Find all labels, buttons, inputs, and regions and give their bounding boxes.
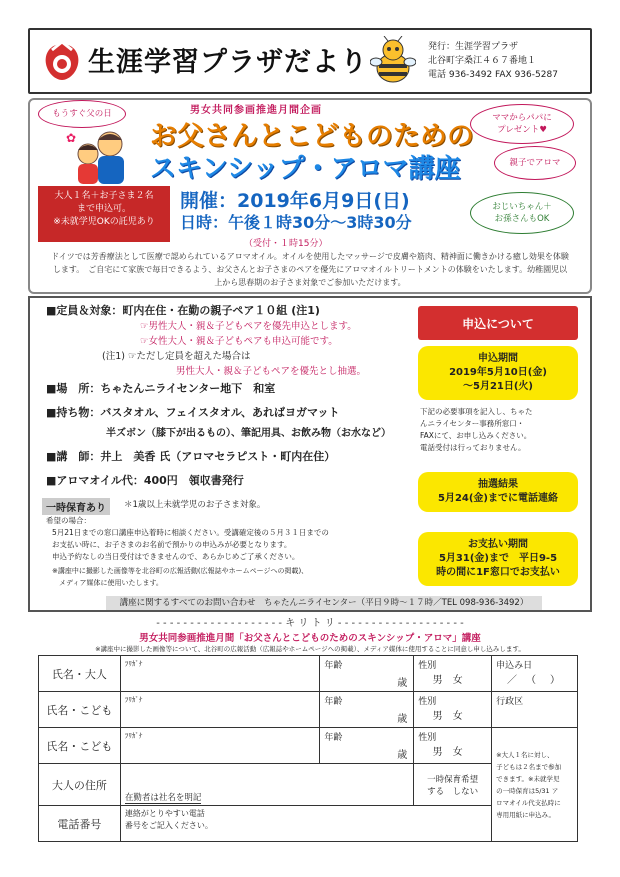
town-emblem-icon xyxy=(40,40,84,84)
sex-label: 性別 xyxy=(418,733,437,743)
side-note-line6: 専用用紙に申込み。 xyxy=(496,810,555,819)
sex-label: 性別 xyxy=(418,697,437,707)
childcare-request-options: する しない xyxy=(427,786,479,797)
childcare-line1: 希望の場合： xyxy=(46,516,91,525)
inquiry-contact: 講座に関するすべてのお問い合わせ ちゃたんニライセンター（平日９時〜１７時／TEL 098-936-3492） xyxy=(106,596,542,610)
bubble-father-day: もうすぐ父の日 xyxy=(38,100,126,128)
sex-label: 性別 xyxy=(418,661,437,671)
reception-time: （受付・１時15分） xyxy=(244,239,328,249)
bubble-present xyxy=(470,104,574,144)
capacity-note-overflow: (注1) ☞ただし定員を超えた場合は xyxy=(102,351,251,362)
publisher-address: 北谷町字桑江４６７番地１ xyxy=(428,56,537,66)
adult-sex-field[interactable] xyxy=(414,656,492,692)
childcare-line2: 5月21日までの窓口講座申込着時に相談ください。受講確定後の５月３１日までの xyxy=(52,528,329,537)
fee-info: ■アロマオイル代：400円 領収書発行 xyxy=(46,474,244,487)
childcare-line3: お支払い時に、お子さまのお名前で預かりの申込みが必要となります。 xyxy=(52,540,292,549)
apply-date-value: ／ （ ） xyxy=(507,675,563,686)
participant-limit-line1: 大人１名＋お子さま２名 xyxy=(54,191,154,201)
address-field[interactable] xyxy=(120,764,413,806)
cut-line: - - - - - - - - - - - - - - - - - - - キ リ ト リ - - - - - - - - - - - - - - - - - - - xyxy=(156,618,464,629)
items-info: ■持ち物：バスタオル、フェイスタオル、あればヨガマット xyxy=(46,406,340,419)
lottery-box xyxy=(418,472,578,512)
phone-note-line2: 番号をご記入ください。 xyxy=(124,821,213,830)
furigana-label: ﾌﾘｶﾞﾅ xyxy=(124,732,143,740)
phone-note-line1: 連絡がとりやすい電話 xyxy=(124,809,205,818)
apply-instruction-line1: 下記の必要事項を記入し、ちゃた xyxy=(420,407,533,416)
label-phone: 電話番号 xyxy=(39,806,121,842)
sex-options: 男女 xyxy=(432,747,473,758)
participant-limit-box xyxy=(38,186,170,242)
side-note-line5: ロマオイル代支払時に xyxy=(496,798,561,807)
capacity-info: ■定員＆対象：町内在住・在勤の親子ペア１０組 (注1) xyxy=(46,304,320,317)
adult-age-field[interactable] xyxy=(320,656,414,692)
bubble-present-line1: ママからパパに xyxy=(492,113,552,123)
childcare-line5: ※講座中に撮影した画像等を北谷町の広報活動(広報誌やホームページへの掲載)、 xyxy=(52,567,309,575)
childcare-request-field[interactable] xyxy=(414,764,492,806)
label-address: 大人の住所 xyxy=(39,764,121,806)
age-unit: 歳 xyxy=(397,714,408,725)
child2-name-field[interactable] xyxy=(120,728,320,764)
apply-period-title: 申込期間 xyxy=(478,353,518,364)
label-child1-name: 氏名・こども xyxy=(39,692,121,728)
lottery-title: 抽選結果 xyxy=(478,479,518,490)
form-row-child2 xyxy=(39,728,578,764)
age-label: 年齢 xyxy=(324,733,343,743)
adult-name-field[interactable] xyxy=(120,656,320,692)
publisher-info xyxy=(428,40,558,82)
apply-period-end: 〜5月21日(火) xyxy=(462,381,533,392)
event-time: 日時：午後１時30分〜3時30分 xyxy=(180,213,412,232)
participant-limit-line2: まで申込可。 xyxy=(76,204,131,214)
publisher-phone: 電話 936-3492 FAX 936-5287 xyxy=(428,70,558,80)
apply-period-start: 2019年5月10日(金) xyxy=(449,367,547,378)
form-consent-note: ※講座中に撮影した画像等について、北谷町の広報活動（広報誌やホームページへの掲載）、メディア媒体に使用することに同意し申し込みします。 xyxy=(95,645,525,653)
lottery-text: 5月24(金)までに電話連絡 xyxy=(437,493,558,504)
sex-options: 男女 xyxy=(432,711,473,722)
apply-instructions xyxy=(420,406,576,454)
side-note-line1: ※大人１名に対し、 xyxy=(496,750,554,759)
venue-info: ■場 所：ちゃたんニライセンター地下 和室 xyxy=(46,382,276,395)
capacity-note-men: ☞男性大人・親＆子どもペアを優先申込とします。 xyxy=(140,321,357,332)
event-label: 男女共同参画推進月間企画 xyxy=(190,105,322,116)
age-unit: 歳 xyxy=(397,678,408,689)
newsletter-title: 生涯学習プラザだより xyxy=(88,47,368,78)
event-intro: ドイツでは芳香療法として医療で認められているアロマオイル。オイルを使用したマッサージで皮膚や筋肉、精神面に働きかける癒し効果を体験します。 ご自宅にて家族で毎日できるよう、お父さんとお子さまのペアを優先にアロマオイルトリートメントの体験をいたします。幼稚園児以上から思春期のお子さま対象でご参加いただけます。 xyxy=(51,252,569,287)
childcare-note: ＊1歳以上未就学児のお子さま対象。 xyxy=(124,500,266,510)
application-form-table xyxy=(38,655,578,842)
age-label: 年齢 xyxy=(324,697,343,707)
apply-instruction-line3: FAXにて、お申し込みください。 xyxy=(420,431,532,440)
childcare-line6: メディア媒体に使用いたします。 xyxy=(52,579,163,587)
childcare-line4: 申込予約なしの当日受付はできませんので、あらかじめご了承ください。 xyxy=(52,552,300,561)
payment-box xyxy=(418,532,578,586)
apply-instruction-line4: 電話受付は行っておりません。 xyxy=(420,443,526,452)
payment-line1: 5月31(金)まで 平日9-5 xyxy=(438,553,558,564)
apply-date-label: 申込み日 xyxy=(496,661,533,671)
newsletter-header xyxy=(28,28,592,94)
phone-field[interactable] xyxy=(120,806,491,842)
child1-sex-field[interactable] xyxy=(414,692,492,728)
participant-limit-line3: ※未就学児OKの託児あり xyxy=(53,217,155,227)
bubble-grandparents-line2: お孫さんもOK xyxy=(494,214,550,224)
sex-options: 男女 xyxy=(432,675,473,686)
lecturer-info: ■講 師：井上 美香 氏（アロマセラピスト・町内在住） xyxy=(46,450,336,463)
child1-age-field[interactable] xyxy=(320,692,414,728)
items-info-2: 半ズボン（膝下が出るもの）、筆記用具、お飲み物（お水など） xyxy=(106,428,391,439)
age-label: 年齢 xyxy=(324,661,343,671)
form-side-note xyxy=(492,728,578,842)
apply-period-box xyxy=(418,346,578,400)
payment-line2: 時の間に1F窓口でお支払い xyxy=(436,567,560,578)
childcare-title: 一時保育あり xyxy=(42,498,110,515)
child2-sex-field[interactable] xyxy=(414,728,492,764)
side-note-line2: 子どもは２名まで参加 xyxy=(496,762,562,771)
capacity-note-women: ☞女性大人・親＆子どもペアも申込可能です。 xyxy=(140,336,338,347)
svg-text:✿: ✿ xyxy=(66,131,77,145)
event-title-line2: スキンシップ・アロマ講座 xyxy=(150,154,461,184)
capacity-note-lottery: 男性大人・親＆子どもペアを優先とし抽選。 xyxy=(176,366,367,377)
address-note: 在勤者は社名を明記 xyxy=(124,793,202,803)
side-note-line4: の一時保育は5/31 ア xyxy=(496,786,559,795)
form-row-child1 xyxy=(39,692,578,728)
apply-date-field[interactable] xyxy=(492,656,578,692)
form-title: 男女共同参画推進月間「お父さんとこどものためのスキンシップ・アロマ」講座 xyxy=(139,633,481,644)
bee-mascot-icon xyxy=(370,36,416,88)
event-date: 開催：2019年6月9日(日) xyxy=(180,190,410,212)
event-title-line1: お父さんとこどものための xyxy=(150,121,474,152)
publisher-name: 発行：生涯学習プラザ xyxy=(428,42,519,52)
apply-instruction-line2: んニライセンター事務所窓口・ xyxy=(420,419,525,428)
child1-name-field[interactable] xyxy=(120,692,320,728)
side-note-line3: できます。※未就学児 xyxy=(496,774,560,783)
bubble-grandparents-line1: おじいちゃん＋ xyxy=(492,202,552,212)
label-adult-name: 氏名・大人 xyxy=(39,656,121,692)
child2-age-field[interactable] xyxy=(320,728,414,764)
admin-district-field[interactable] xyxy=(492,692,578,728)
age-unit: 歳 xyxy=(397,750,408,761)
furigana-label: ﾌﾘｶﾞﾅ xyxy=(124,660,143,668)
bubble-present-line2: プレゼント♥ xyxy=(497,125,547,135)
father-child-illustration-icon xyxy=(60,128,144,186)
payment-title: お支払い期間 xyxy=(468,539,528,550)
childcare-request-label: 一時保育希望 xyxy=(427,774,479,785)
form-row-adult xyxy=(39,656,578,692)
bubble-parent-child: 親子でアロマ xyxy=(494,146,576,180)
apply-heading: 申込について xyxy=(418,306,578,340)
label-child2-name: 氏名・こども xyxy=(39,728,121,764)
admin-district-label: 行政区 xyxy=(496,697,524,707)
furigana-label: ﾌﾘｶﾞﾅ xyxy=(124,696,143,704)
bubble-grandparents xyxy=(470,192,574,234)
